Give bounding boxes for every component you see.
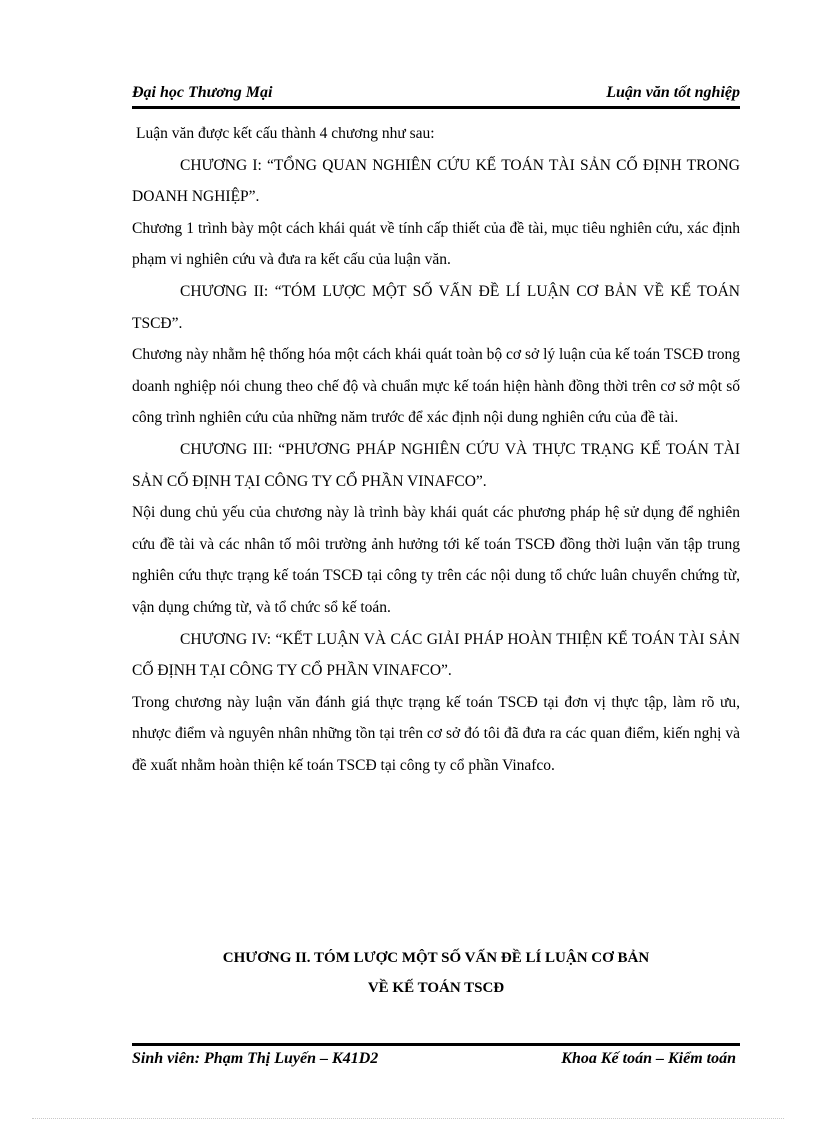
chapter-3-title: CHƯƠNG III: “PHƯƠNG PHÁP NGHIÊN CỨU VÀ THỰC TRẠNG KẾ TOÁN TÀI SẢN CỐ ĐỊNH TẠI CÔNG TY CỔ PHẦN VINAFCO”. (132, 440, 740, 490)
chapter-2-description: Chương này nhằm hệ thống hóa một cách khái quát toàn bộ cơ sở lý luận của kế toán TSCĐ trong doanh nghiệp nói chung theo chế độ và chuẩn mực kế toán hiện hành đồng thời trên cơ sở một số công trình nghiên cứu của những năm trước để xác định nội dung nghiên cứu của đề tài. (132, 346, 740, 427)
page-header (132, 84, 740, 104)
header-rule (132, 106, 740, 109)
page-footer (132, 1050, 740, 1072)
footer-faculty: Khoa Kế toán – Kiểm toán (561, 1050, 736, 1067)
chapter-1-description: Chương 1 trình bày một cách khái quát về tính cấp thiết của đề tài, mục tiêu nghiên cứu, xác định phạm vi nghiên cứu và đưa ra kết cấu của luận văn. (132, 219, 740, 269)
header-university: Đại học Thương Mại (132, 84, 273, 101)
chapter-3-description: Nội dung chủ yếu của chương này là trình bày khái quát các phương pháp hệ sử dụng để nghiên cứu đề tài và các nhân tố môi trường ảnh hưởng tới kế toán TSCĐ đồng thời luận văn tập trung nghiên cứu thực trạng kế toán TSCĐ tại công ty trên các nội dung tổ chức luân chuyển chứng từ, vận dụng chứng từ, và tổ chức sổ kế toán. (132, 504, 740, 616)
document-body (132, 118, 740, 781)
chapter-heading (132, 943, 740, 1003)
footer-student: Sinh viên: Phạm Thị Luyến – K41D2 (132, 1050, 379, 1067)
page-edge-divider (32, 1118, 784, 1119)
header-doc-type: Luận văn tốt nghiệp (606, 84, 740, 101)
footer-rule (132, 1043, 740, 1046)
chapter-4-description: Trong chương này luận văn đánh giá thực trạng kế toán TSCĐ tại đơn vị thực tập, làm rõ ưu, nhược điểm và nguyên nhân những tồn tại trên cơ sở đó tôi đã đưa ra các quan điểm, kiến nghị và đề xuất nhằm hoàn thiện kế toán TSCĐ tại công ty cổ phần Vinafco. (132, 693, 740, 774)
chapter-heading-line-1: CHƯƠNG II. TÓM LƯỢC MỘT SỐ VẤN ĐỀ LÍ LUẬN CƠ BẢN (222, 950, 650, 966)
chapter-heading-line-2: VỀ KẾ TOÁN TSCĐ (367, 980, 505, 996)
chapter-4-title: CHƯƠNG IV: “KẾT LUẬN VÀ CÁC GIẢI PHÁP HOÀN THIỆN KẾ TOÁN TÀI SẢN CỐ ĐỊNH TẠI CÔNG TY CỔ PHẦN VINAFCO”. (132, 630, 740, 680)
chapter-2-title: CHƯƠNG II: “TÓM LƯỢC MỘT SỐ VẤN ĐỀ LÍ LUẬN CƠ BẢN VỀ KẾ TOÁN TSCĐ”. (132, 282, 740, 332)
intro-paragraph: Luận văn được kết cấu thành 4 chương như sau: (136, 125, 435, 142)
chapter-1-title: CHƯƠNG I: “TỔNG QUAN NGHIÊN CỨU KẾ TOÁN TÀI SẢN CỐ ĐỊNH TRONG DOANH NGHIỆP”. (132, 156, 740, 206)
